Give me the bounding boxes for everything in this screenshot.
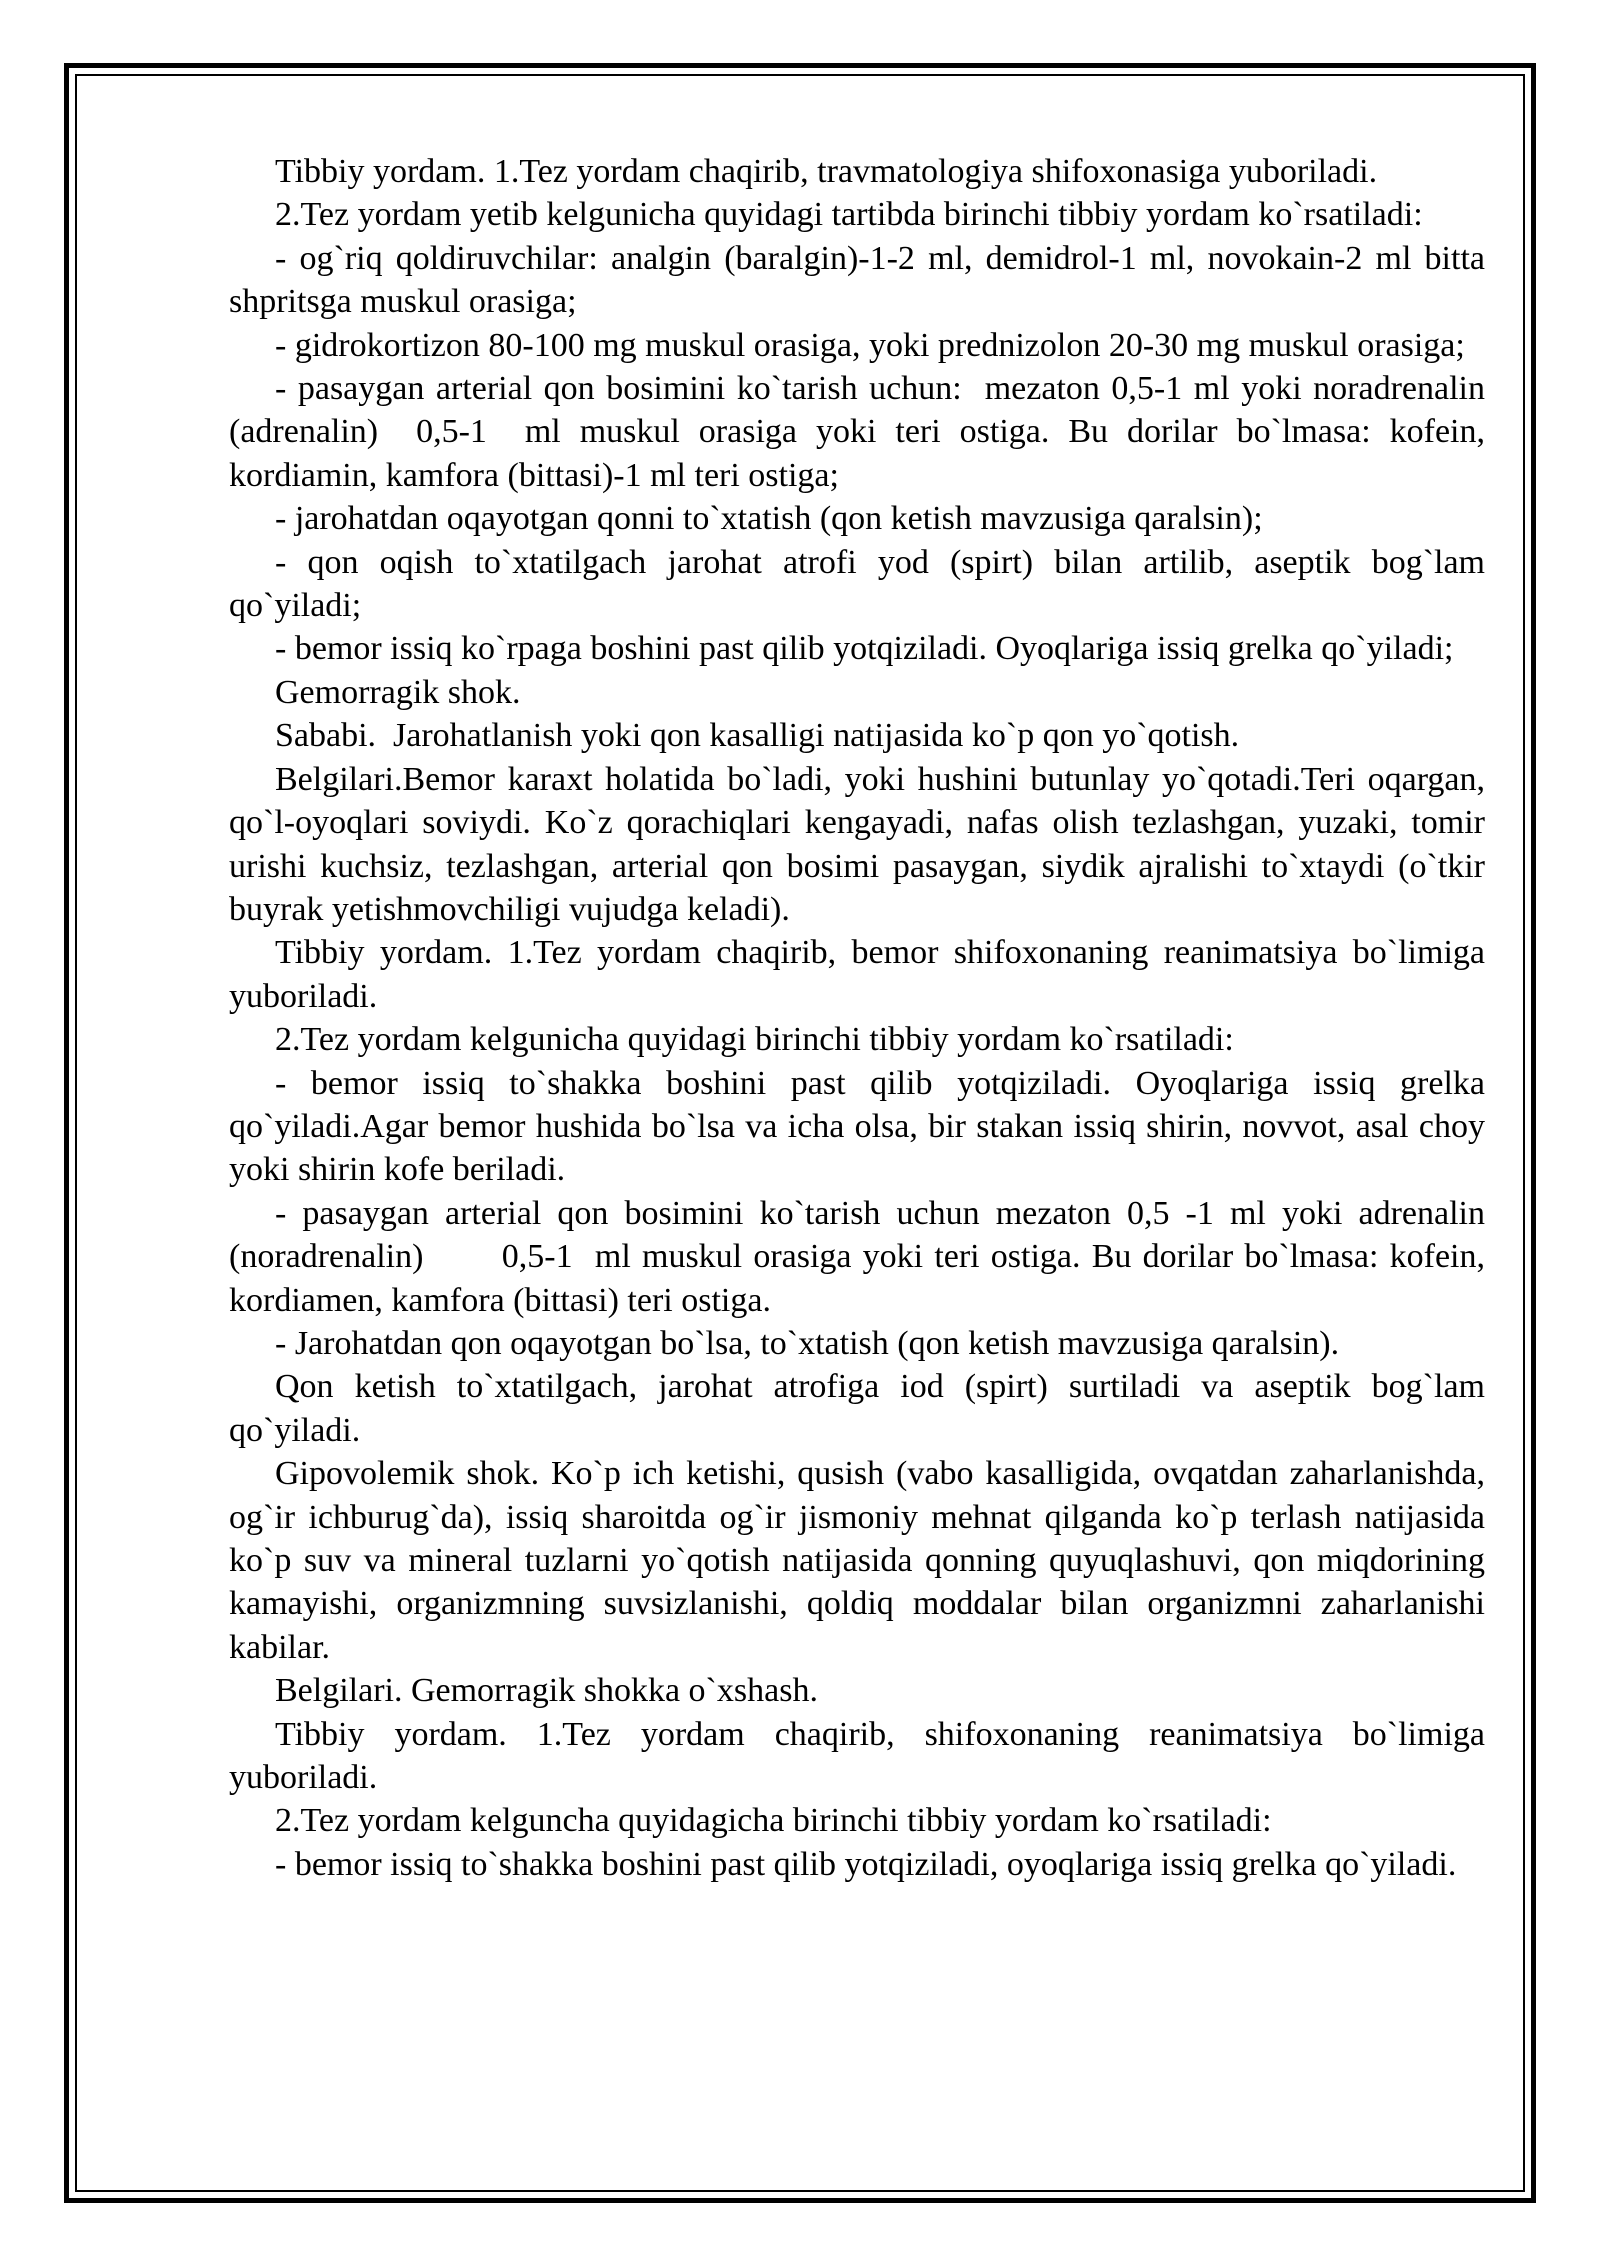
paragraph: - bemor issiq ko`rpaga boshini past qilib yotqiziladi. Oyoqlariga issiq grelka qo`yiladi;: [275, 630, 1454, 668]
paragraph: - gidrokortizon 80-100 mg muskul orasiga, yoki prednizolon 20-30 mg muskul orasiga;: [275, 326, 1465, 364]
section-heading: Gemorragik shok.: [275, 673, 521, 711]
paragraph: Belgilari. Gemorragik shokka o`xshash.: [275, 1672, 818, 1710]
paragraph: Tibbiy yordam. 1.Tez yordam chaqirib, bemor shifoxonaning reanimatsiya bo`limiga yuboriladi.: [229, 934, 1494, 1015]
paragraph: Tibbiy yordam. 1.Tez yordam chaqirib, travmatologiya shifoxonasiga yuboriladi.: [275, 153, 1378, 190]
paragraph: Sababi. Jarohatlanish yoki qon kasalligi natijasida ko`p qon yo`qotish.: [275, 717, 1240, 755]
paragraph: - bemor issiq to`shakka boshini past qilib yotqiziladi. Oyoqlariga issiq grelka qo`yiladi.Agar bemor hushida bo`lsa va icha olsa, bir stakan issiq shirin, novvot, asal choy yoki shirin kofe beriladi.: [229, 1064, 1494, 1189]
paragraph: - bemor issiq to`shakka boshini past qilib yotqiziladi, oyoqlariga issiq grelka qo`yiladi.: [275, 1845, 1457, 1883]
paragraph: 2.Tez yordam kelguncha quyidagicha birinchi tibbiy yordam ko`rsatiladi:: [275, 1802, 1272, 1840]
paragraph: 2.Tez yordam kelgunicha quyidagi birinchi tibbiy yordam ko`rsatiladi:: [275, 1021, 1234, 1059]
paragraph: - og`riq qoldiruvchilar: analgin (baralgin)-1-2 ml, demidrol-1 ml, novokain-2 ml bitta shpritsga muskul orasiga;: [229, 239, 1494, 321]
paragraph: Qon ketish to`xtatilgach, jarohat atrofiga iod (spirt) surtiladi va aseptik bog`lam qo`yiladi.: [229, 1368, 1494, 1449]
paragraph: - Jarohatdan qon oqayotgan bo`lsa, to`xtatish (qon ketish mavzusiga qaralsin).: [275, 1324, 1340, 1362]
paragraph: - pasaygan arterial qon bosimini ko`tarish uchun: mezaton 0,5-1 ml yoki noradrenalin (adrenalin) 0,5-1 ml muskul orasiga yoki teri ostiga. Bu dorilar bo`lmasa: kofein, kordiamin, kamfora (bittasi)-1 ml teri ostiga;: [229, 370, 1494, 494]
paragraph: Gipovolemik shok. Ko`p ich ketishi, qusish (vabo kasalligida, ovqatdan zaharlanishda, og`ir ichburug`da), issiq sharoitda og`ir jismoniy mehnat qilganda ko`p terlash natijasida ko`p suv va mineral tuzlarni yo`qotish natijasida qonning quyuqlashuvi, qon miqdorining kamayishi, organizmning suvsizlanishi, qoldiq moddalar bilan organizmni zaharlanishi kabilar.: [229, 1455, 1494, 1666]
paragraph: 2.Tez yordam yetib kelgunicha quyidagi tartibda birinchi tibbiy yordam ko`rsatiladi:: [275, 196, 1423, 234]
paragraph: - pasaygan arterial qon bosimini ko`tarish uchun mezaton 0,5 -1 ml yoki adrenalin (noradrenalin) 0,5-1 ml muskul orasiga yoki teri ostiga. Bu dorilar bo`lmasa: kofein, kordiamen, kamfora (bittasi) teri ostiga.: [229, 1194, 1494, 1319]
paragraph: - jarohatdan oqayotgan qonni to`xtatish (qon ketish mavzusiga qaralsin);: [275, 500, 1263, 538]
paragraph: - qon oqish to`xtatilgach jarohat atrofi yod (spirt) bilan artilib, aseptik bog`lam qo`yiladi;: [229, 543, 1494, 625]
document-body: [229, 150, 1494, 1886]
paragraph: Tibbiy yordam. 1.Tez yordam chaqirib, shifoxonaning reanimatsiya bo`limiga yuboriladi.: [229, 1715, 1494, 1797]
paragraph: Belgilari.Bemor karaxt holatida bo`ladi, yoki hushini butunlay yo`qotadi.Teri oqargan, qo`l-oyoqlari soviydi. Ko`z qorachiqlari kengayadi, nafas olish tezlashgan, yuzaki, tomir urishi kuchsiz, tezlashgan, arterial qon bosimi pasaygan, siydik ajralishi to`xtaydi (o`tkir buyrak yetishmovchiligi vujudga keladi).: [229, 760, 1494, 928]
